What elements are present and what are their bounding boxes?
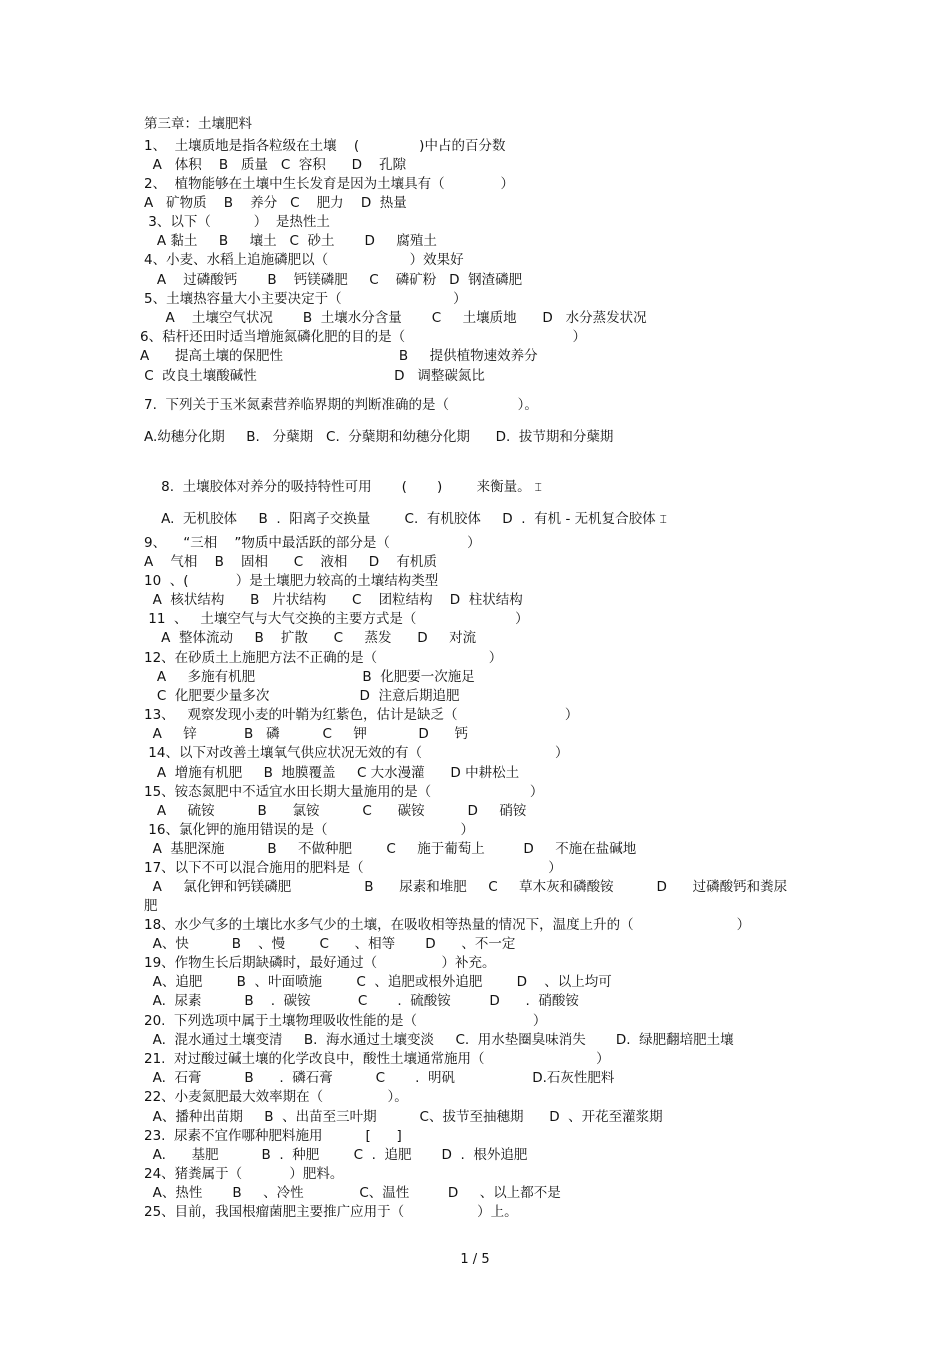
text-line: A. 尿素 B . 碳铵 C . 硫酸铵 D . 硝酸铵: [144, 993, 579, 1009]
text-line: 25、目前，我国根瘤菌肥主要推广应用于（ ）上。: [144, 1204, 518, 1220]
text-line: A、热性 B 、冷性 C、温性 D 、以上都不是: [144, 1185, 561, 1201]
text-line: 22、小麦氮肥最大效率期在（ ）。: [144, 1089, 408, 1105]
text-line: 14、以下对改善土壤氧气供应状况无效的有（ ）: [144, 745, 569, 761]
text-line: A 多施有机肥 B 化肥要一次施足: [144, 669, 475, 685]
text-line: 肥: [144, 898, 158, 914]
glyph-icon: ⌶: [534, 480, 542, 494]
text-line: 23. 尿素不宜作哪种肥料施用 [ ]: [144, 1128, 402, 1144]
text-line: 13、 观察发现小麦的叶鞘为红紫色，估计是缺乏（ ）: [144, 707, 579, 723]
text-line: 9、 “三相 ”物质中最活跃的部分是（ ）: [144, 535, 481, 551]
text-line: A 锌 B 磷 C 钾 D 钙: [144, 726, 469, 742]
text-line: 24、猪粪属于（ ）肥料。: [144, 1166, 344, 1182]
text-line: 4、小麦、水稻上追施磷肥以（ ）效果好: [144, 252, 464, 268]
text-line: A、快 B 、慢 C 、相等 D 、不一定: [144, 936, 516, 952]
text-line: A 硫铵 B 氯铵 C 碳铵 D 硝铵: [144, 803, 527, 819]
chapter-title: 第三章：土壤肥料: [144, 116, 252, 132]
line-text: A. 无机胶体 B . 阳离子交换量 C. 有机胶体 D . 有机 - 无机复合胶体: [161, 511, 656, 527]
text-line: 11 、 土壤空气与大气交换的主要方式是（ ）: [144, 611, 529, 627]
text-line: 12、在砂质土上施肥方法不正确的是（ ）: [144, 650, 503, 666]
text-line: A、追肥 B 、叶面喷施 C 、追肥或根外追肥 D 、以上均可: [144, 974, 612, 990]
glyph-icon: ⌶: [659, 512, 667, 526]
text-line: 15、铵态氮肥中不适宜水田长期大量施用的是（ ）: [144, 784, 544, 800]
text-line: C 化肥要少量多次 D 注意后期追肥: [144, 688, 460, 704]
text-line: A. 石膏 B . 磷石膏 C . 明矾 D.石灰性肥料: [144, 1070, 615, 1086]
text-line: A 矿物质 B 养分 C 肥力 D 热量: [144, 195, 407, 211]
text-line: A 气相 B 固相 C 液相 D 有机质: [144, 554, 437, 570]
text-line: A 体积 B 质量 C 容积 D 孔隙: [144, 157, 407, 173]
text-line: 19、作物生长后期缺磷时，最好通过（ ）补充。: [144, 955, 496, 971]
text-line: 21. 对过酸过碱土壤的化学改良中，酸性土壤通常施用（ ）: [144, 1051, 610, 1067]
text-line: A. 混水通过土壤变清 B. 海水通过土壤变淡 C. 用水垫圈臭味消失 D. 绿肥翻培肥土壤: [144, 1032, 734, 1048]
text-line: 20. 下列选项中属于土壤物理吸收性能的是（ ）: [144, 1013, 547, 1029]
text-line: A 过磷酸钙 B 钙镁磷肥 C 磷矿粉 D 钢渣磷肥: [144, 272, 523, 288]
text-line: A. 基肥 B . 种肥 C . 追肥 D . 根外追肥: [144, 1147, 528, 1163]
text-line: A 土壤空气状况 B 土壤水分含量 C 土壤质地 D 水分蒸发状况: [144, 310, 647, 326]
page-number: 1 / 5: [460, 1252, 490, 1267]
text-line: C 改良土壤酸碱性 D 调整碳氮比: [140, 368, 485, 384]
text-line: A 整体流动 B 扩散 C 蒸发 D 对流: [144, 630, 477, 646]
text-line: 2、 植物能够在土壤中生长发育是因为土壤具有（ ）: [144, 176, 514, 192]
line-text: 8. 土壤胶体对养分的吸持特性可用 ( ) 来衡量。: [161, 479, 531, 495]
text-line: A 提高土壤的保肥性 B 提供植物速效养分: [140, 348, 538, 364]
text-line: 3、以下（ ） 是热性土: [144, 214, 330, 230]
text-line: 17、以下不可以混合施用的肥料是（ ）: [144, 860, 562, 876]
text-line: 10 、( ）是土壤肥力较高的土壤结构类型: [144, 573, 439, 589]
text-line: 5、土壤热容量大小主要决定于（ ）: [144, 291, 467, 307]
text-line: A、播种出苗期 B 、出苗至三叶期 C、拔节至抽穗期 D 、开花至灌浆期: [144, 1109, 663, 1125]
text-line: A 黏土 B 壤土 C 砂土 D 腐殖土: [144, 233, 437, 249]
text-line: A 氯化钾和钙镁磷肥 B 尿素和堆肥 C 草木灰和磷酸铵 D 过磷酸钙和粪尿: [144, 879, 788, 895]
text-line: 16、氯化钾的施用错误的是（ ）: [144, 822, 474, 838]
text-line: 1、 土壤质地是指各粒级在土壤 ( )中占的百分数: [144, 138, 506, 154]
text-line: 6、秸杆还田时适当增施氮磷化肥的目的是（ ）: [140, 329, 586, 345]
text-line: 7. 下列关于玉米氮素营养临界期的判断准确的是（ ）。: [144, 397, 538, 413]
text-line: A.幼穗分化期 B. 分蘖期 C. 分蘖期和幼穗分化期 D. 拔节期和分蘖期: [144, 429, 614, 445]
text-line: A 基肥深施 B 不做种肥 C 施于葡萄上 D 不施在盐碱地: [144, 841, 637, 857]
text-line: 18、水少气多的土壤比水多气少的土壤，在吸收相等热量的情况下，温度上升的（ ）: [144, 917, 751, 933]
text-line: A 核状结构 B 片状结构 C 团粒结构 D 柱状结构: [144, 592, 523, 608]
text-line: A 增施有机肥 B 地膜覆盖 C 大水漫灌 D 中耕松土: [144, 765, 520, 781]
